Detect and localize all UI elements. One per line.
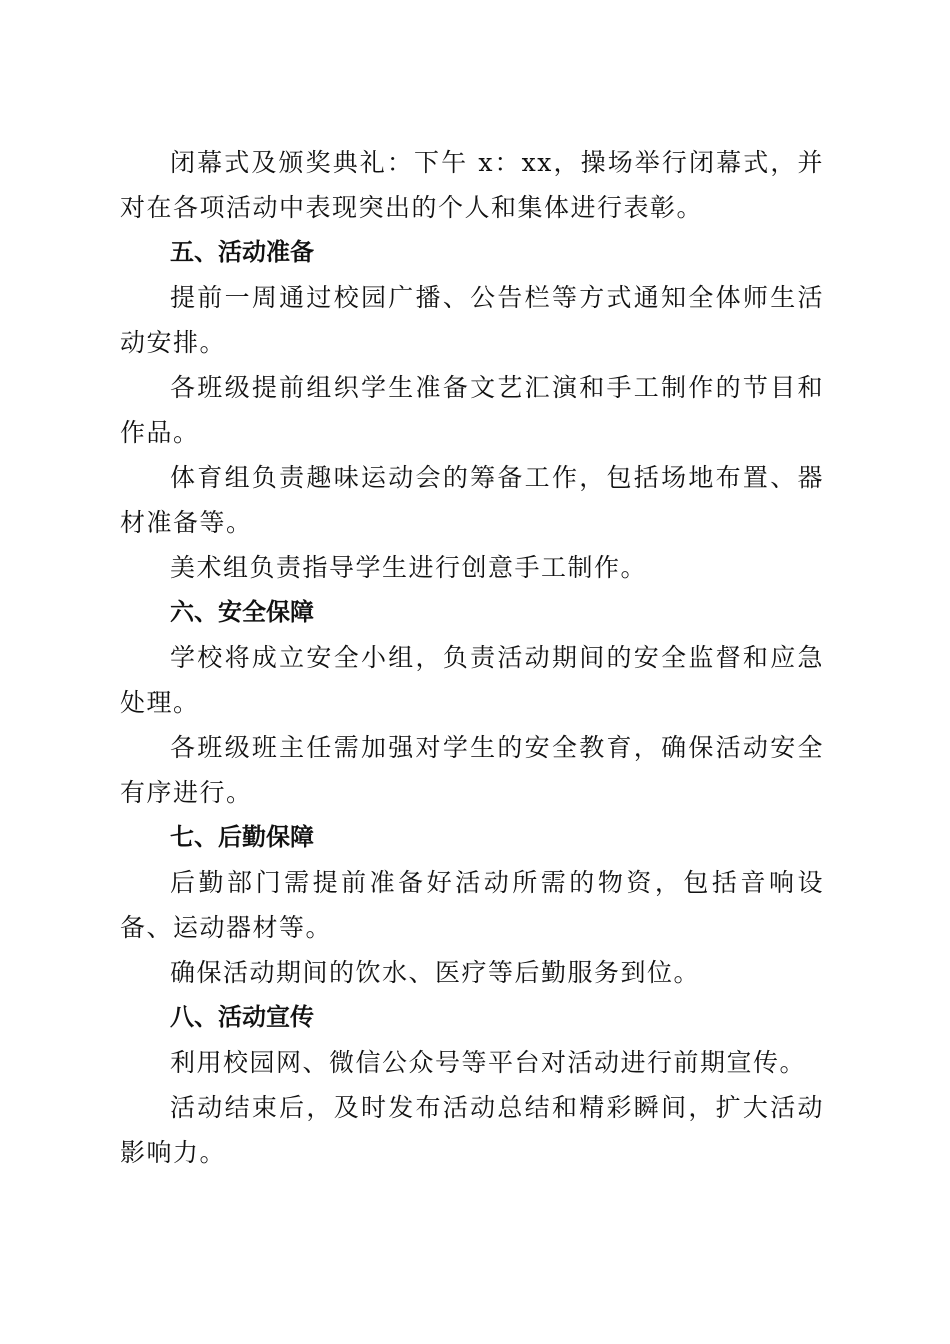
section-heading-safety: 六、安全保障 bbox=[170, 598, 314, 626]
paragraph-safety-education: 各班级班主任需加强对学生的安全教育，确保活动安全有序进行。 bbox=[120, 733, 824, 807]
paragraph-safety-team: 学校将成立安全小组，负责活动期间的安全监督和应急处理。 bbox=[120, 643, 824, 717]
paragraph-art-group: 美术组负责指导学生进行创意手工制作。 bbox=[170, 553, 648, 582]
section-heading-preparation: 五、活动准备 bbox=[170, 238, 314, 266]
paragraph-publicity-summary: 活动结束后，及时发布活动总结和精彩瞬间，扩大活动影响力。 bbox=[120, 1093, 824, 1167]
paragraph-notice: 提前一周通过校园广播、公告栏等方式通知全体师生活动安排。 bbox=[120, 283, 824, 357]
paragraph-logistics-supplies: 后勤部门需提前准备好活动所需的物资，包括音响设备、运动器材等。 bbox=[120, 868, 824, 942]
document-body bbox=[120, 140, 824, 1175]
paragraph-sports-group: 体育组负责趣味运动会的筹备工作，包括场地布置、器材准备等。 bbox=[120, 463, 824, 537]
closing-ceremony-paragraph: 闭幕式及颁奖典礼：下午 x：xx，操场举行闭幕式，并对在各项活动中表现突出的个人和集体进行表彰。 bbox=[120, 148, 824, 222]
paragraph-logistics-services: 确保活动期间的饮水、医疗等后勤服务到位。 bbox=[170, 958, 701, 987]
paragraph-class-prep: 各班级提前组织学生准备文艺汇演和手工制作的节目和作品。 bbox=[120, 373, 824, 447]
paragraph-publicity-channels: 利用校园网、微信公众号等平台对活动进行前期宣传。 bbox=[170, 1048, 807, 1077]
section-heading-publicity: 八、活动宣传 bbox=[170, 1003, 314, 1031]
section-heading-logistics: 七、后勤保障 bbox=[170, 823, 314, 851]
